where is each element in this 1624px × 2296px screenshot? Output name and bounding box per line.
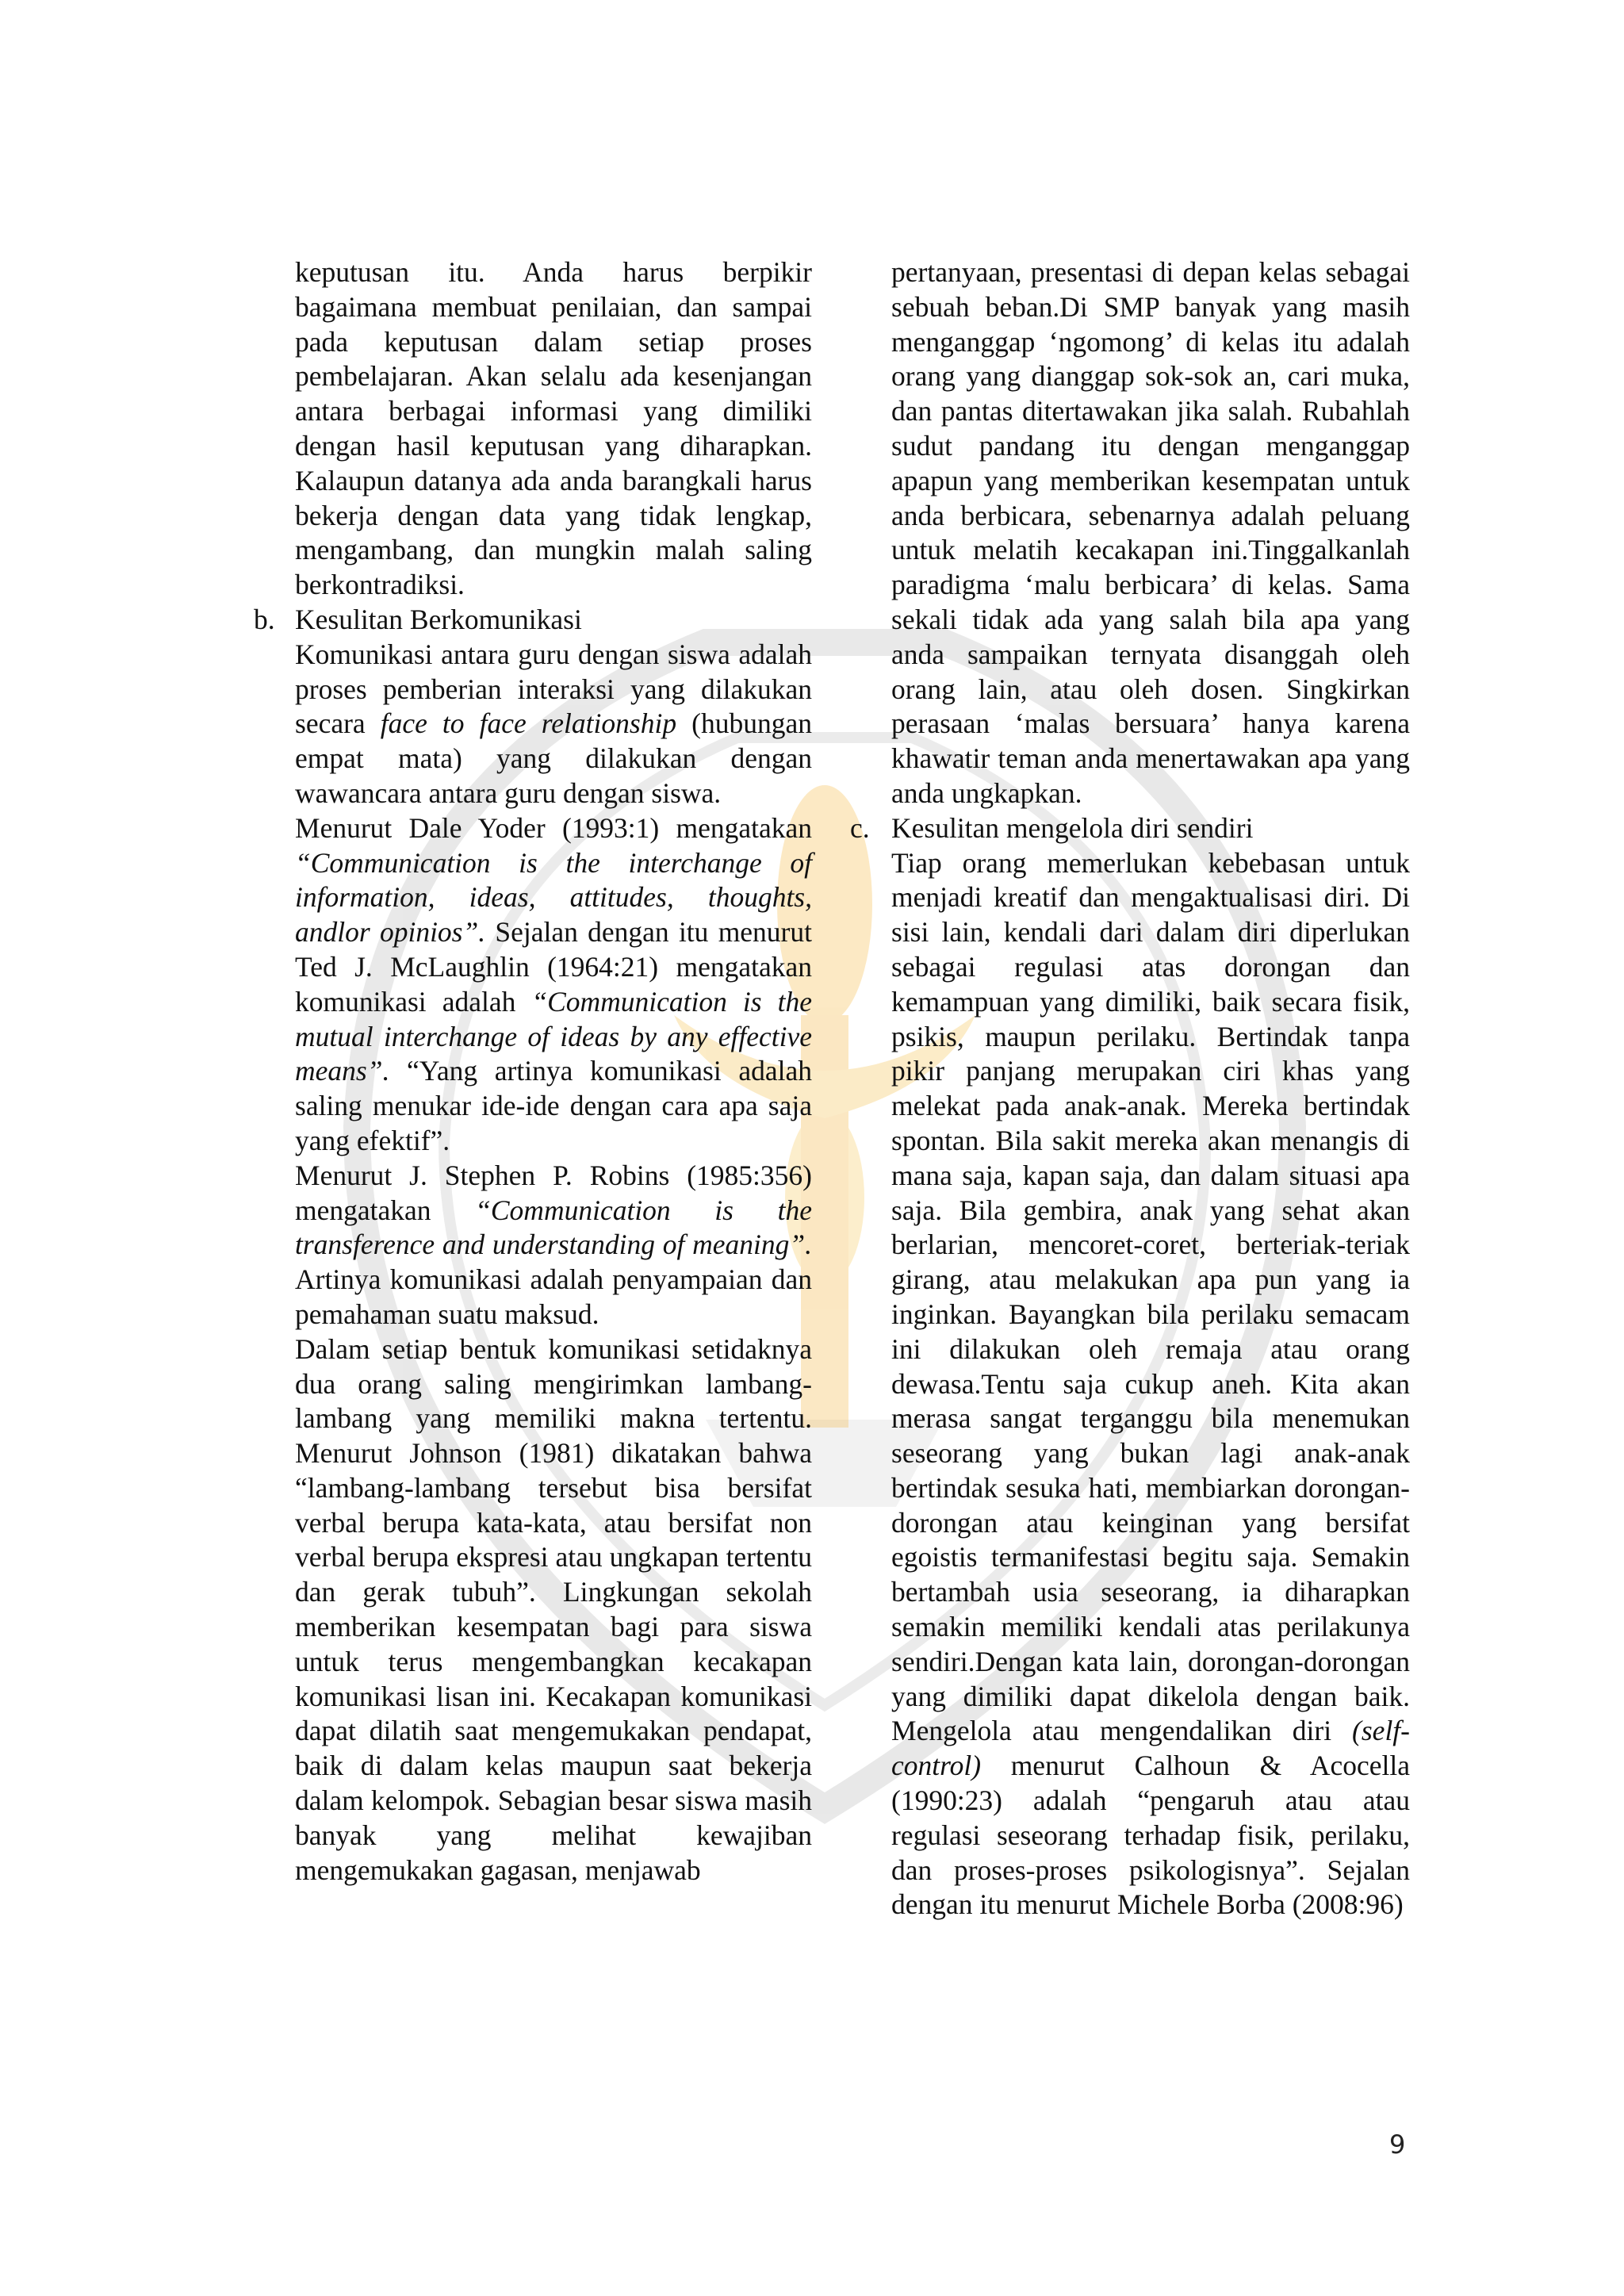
- section-b-paragraph-3: Menurut J. Stephen P. Robins (1985:356) mengatakan “Communication is the transference and understanding of meaning”. Artinya komunikasi adalah penyampaian dan pemahaman suatu maksud.: [295, 1159, 812, 1330]
- section-c-heading: Kesulitan mengelola diri sendiri: [891, 811, 1254, 844]
- section-b-paragraph-1: Komunikasi antara guru dengan siswa adalah proses pemberian interaksi yang dilakukan secara face to face relationship (hubungan empat mata) yang dilakukan dengan wawancara antara guru dengan siswa.: [295, 638, 812, 809]
- section-c-paragraph-1: Tiap orang memerlukan kebebasan untuk menjadi kreatif dan mengaktualisasi diri. Di sisi lain, kendali dari dalam diri diperlukan sebagai regulasi atas dorongan dan kemampuan yang dimiliki, baik secara fisik, psikis, maupun perilaku. Bertindak tanpa pikir panjang merupakan ciri khas yang melekat pada anak-anak. Mereka bertindak spontan. Bila sakit mereka akan menangis di mana saja, kapan saja, dan dalam situasi apa saja. Bila gembira, anak yang sehat akan berlarian, mencoret-coret, berteriak-teriak girang, atau melakukan apa pun yang ia inginkan. Bayangkan bila perilaku semacam ini dilakukan oleh remaja atau orang dewasa.Tentu saja cukup aneh. Kita akan merasa sangat terganggu bila menemukan seseorang yang bukan lagi anak-anak bertindak sesuka hati, membiarkan dorongan-dorongan atau keinginan yang bersifat egoistis termanifestasi begitu saja. Semakin bertambah usia seseorang, ia diharapkan semakin memiliki kendali atas perilakunya sendiri.Dengan kata lain, dorongan-dorongan yang dimiliki dapat dikelola dengan baik. Mengelola atau mengendalikan diri (self-control) menurut Calhoun & Acocella (1990:23) adalah “pengaruh atau atau regulasi seseorang terhadap fisik, perilaku, dan proses-proses psikologisnya”. Sejalan dengan itu menurut Michele Borba (2008:96): [891, 846, 1410, 1921]
- paragraph-keputusan: keputusan itu. Anda harus berpikir bagaimana membuat penilaian, dan sampai pada keputusan dalam setiap proses pembelajaran. Akan selalu ada kesenjangan antara berbagai informasi yang dimiliki dengan hasil keputusan yang diharapkan. Kalaupun datanya ada anda barangkali harus bekerja dengan data yang tidak lengkap, mengambang, dan mungkin malah saling berkontradiksi.: [295, 256, 812, 601]
- section-b-heading: Kesulitan Berkomunikasi: [295, 603, 582, 635]
- left-column: [254, 255, 813, 1888]
- section-b-label: b.: [254, 603, 275, 635]
- section-c: [850, 811, 1410, 846]
- section-c-label: c.: [850, 811, 870, 844]
- section-b-paragraph-4: Dalam setiap bentuk komunikasi setidaknya dua orang saling mengirimkan lambang-lambang yang memiliki makna tertentu. Menurut Johnson (1981) dikatakan bahwa “lambang-lambang tersebut bisa bersifat verbal berupa kata-kata, atau bersifat non verbal berupa ekspresi atau ungkapan tertentu dan gerak tubuh”. Lingkungan sekolah memberikan kesempatan bagi para siswa untuk terus mengembangkan kecakapan komunikasi lisan ini. Kecakapan komunikasi dapat dilatih saat mengemukakan pendapat, baik di dalam kelas maupun saat bekerja dalam kelompok. Sebagian besar siswa masih banyak yang melihat kewajiban mengemukakan gagasan, menjawab: [295, 1332, 812, 1886]
- paragraph-pertanyaan: pertanyaan, presentasi di depan kelas sebagai sebuah beban.Di SMP banyak yang masih menganggap ‘ngomong’ di kelas itu adalah orang yang dianggap sok-sok an, cari muka, dan pantas ditertawakan jika salah. Rubahlah sudut pandang itu dengan menganggap apapun yang memberikan kesempatan untuk anda berbicara, sebenarnya adalah peluang untuk melatih kecakapan ini.Tinggalkanlah paradigma ‘malu berbicara’ di kelas. Sama sekali tidak ada yang salah bila apa yang anda sampaikan ternyata disanggah oleh orang lain, atau oleh dosen. Singkirkan perasaan ‘malas bersuara’ hanya karena khawatir teman anda menertawakan apa yang anda ungkapkan.: [891, 256, 1410, 809]
- right-column: [850, 255, 1410, 1922]
- section-b-paragraph-2: Menurut Dale Yoder (1993:1) mengatakan “Communication is the interchange of information, ideas, attitudes, thoughts, andlor opinios”. Sejalan dengan itu menurut Ted J. McLaughlin (1964:21) mengatakan komunikasi adalah “Communication is the mutual interchange of ideas by any effective means”. “Yang artinya komunikasi adalah saling menukar ide-ide dengan cara apa saja yang efektif”.: [295, 811, 813, 1156]
- section-b: [254, 603, 812, 638]
- page-number: 9: [1389, 2129, 1406, 2160]
